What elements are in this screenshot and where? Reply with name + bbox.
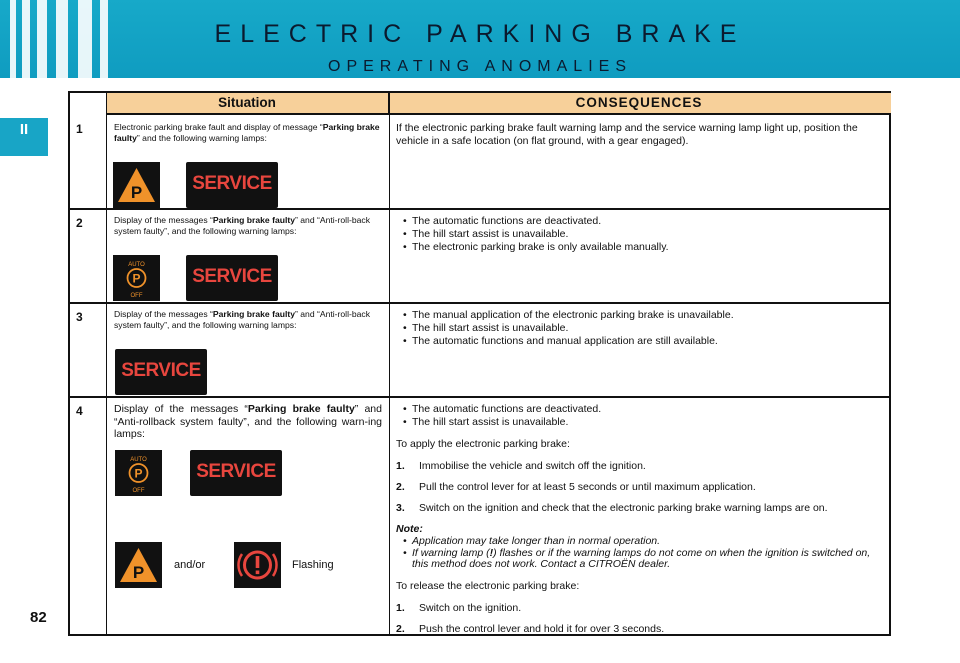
svg-text:P: P (130, 183, 143, 202)
chapter-tab: II (0, 118, 48, 156)
list-item: • The automatic functions are deactivated. (412, 215, 902, 228)
service-lamp: SERVICE (186, 162, 278, 208)
situation-text: Electronic parking brake fault and display of message “Parking brake faulty” and the following warning lamps: (114, 122, 380, 143)
release-title: To release the electronic parking brake: (396, 579, 580, 592)
apply-step: 3. Switch on the ignition and check that the electronic parking brake warning lamps are on. (396, 502, 828, 514)
parking-brake-warning-lamp (115, 542, 162, 588)
consequence-list (396, 403, 886, 429)
list-item: • The hill start assist is unavailable. (412, 228, 902, 241)
list-item: • The electronic parking brake is only available manually. (412, 241, 902, 254)
consequence-list (396, 309, 902, 348)
service-lamp: SERVICE (115, 349, 207, 395)
row-number: 1 (76, 122, 83, 136)
svg-text:P: P (132, 563, 145, 582)
list-item: • If warning lamp (!) flashes or if the warning lamps do not come on when the ignition is switched on, this method does not work. Contact a CITROËN dealer. (412, 548, 886, 571)
svg-text:P: P (134, 466, 143, 481)
page-number: 82 (30, 609, 47, 626)
list-item: • The hill start assist is unavailable. (412, 322, 902, 335)
apply-title: To apply the electronic parking brake: (396, 438, 570, 450)
apply-step: 1. Immobilise the vehicle and switch off the ignition. (396, 460, 646, 472)
flashing-label: Flashing (292, 559, 334, 571)
page-subtitle: OPERATING ANOMALIES (328, 58, 632, 75)
situation-text: Display of the messages “Parking brake faulty” and “Anti-rollback system faulty”, and the following warn-ing lamps: (114, 403, 382, 440)
row-number: 2 (76, 216, 83, 230)
list-item: • Application may take longer than in normal operation. (412, 536, 886, 548)
row-number: 4 (76, 404, 83, 418)
parking-brake-warning-lamp (113, 162, 160, 208)
situation-text: Display of the messages “Parking brake faulty” and “Anti-roll-back system faulty”, and the following warning lamps: (114, 309, 371, 330)
header-situation: Situation (106, 93, 389, 113)
situation-text: Display of the messages “Parking brake faulty” and “Anti-roll-back system faulty”, and the following warning lamps: (114, 215, 371, 236)
consequence-list (396, 215, 902, 254)
svg-text:P: P (132, 271, 141, 286)
page-title: ELECTRIC PARKING BRAKE (214, 20, 746, 48)
note-list (396, 536, 886, 571)
service-lamp: SERVICE (190, 450, 282, 496)
release-step: 2. Push the control lever and hold it for over 3 seconds. (396, 622, 665, 635)
header-stripes (0, 0, 130, 78)
apply-step: 2. Pull the control lever for at least 5 seconds or until maximum application. (396, 481, 756, 493)
brake-warning-lamp (234, 542, 281, 588)
svg-text:OFF: OFF (130, 293, 143, 299)
list-item: • The manual application of the electronic parking brake is unavailable. (412, 309, 902, 322)
header-consequences: CONSEQUENCES (575, 95, 703, 110)
auto-off-lamp (113, 255, 160, 301)
list-item: • The hill start assist is unavailable. (412, 416, 886, 429)
list-item: • The automatic functions and manual application are still available. (412, 335, 902, 348)
svg-text:AUTO: AUTO (128, 262, 145, 268)
consequence-text: If the electronic parking brake fault warning lamp and the service warning lamp light up, position the vehicle in a safe location (on flat ground, with a gear engaged). (396, 122, 858, 147)
and-or-label: and/or (174, 559, 206, 571)
anomalies-table (68, 91, 891, 636)
page-header (0, 0, 960, 78)
release-step: 1. Switch on the ignition. (396, 601, 522, 614)
auto-off-lamp (115, 450, 162, 496)
table-header-row (106, 93, 891, 115)
note-label: Note: (396, 523, 423, 535)
row-number: 3 (76, 310, 83, 324)
svg-text:AUTO: AUTO (130, 457, 147, 463)
list-item: • The automatic functions are deactivated. (412, 403, 886, 416)
svg-text:OFF: OFF (132, 488, 145, 494)
consequence-block (396, 403, 886, 636)
service-lamp: SERVICE (186, 255, 278, 301)
